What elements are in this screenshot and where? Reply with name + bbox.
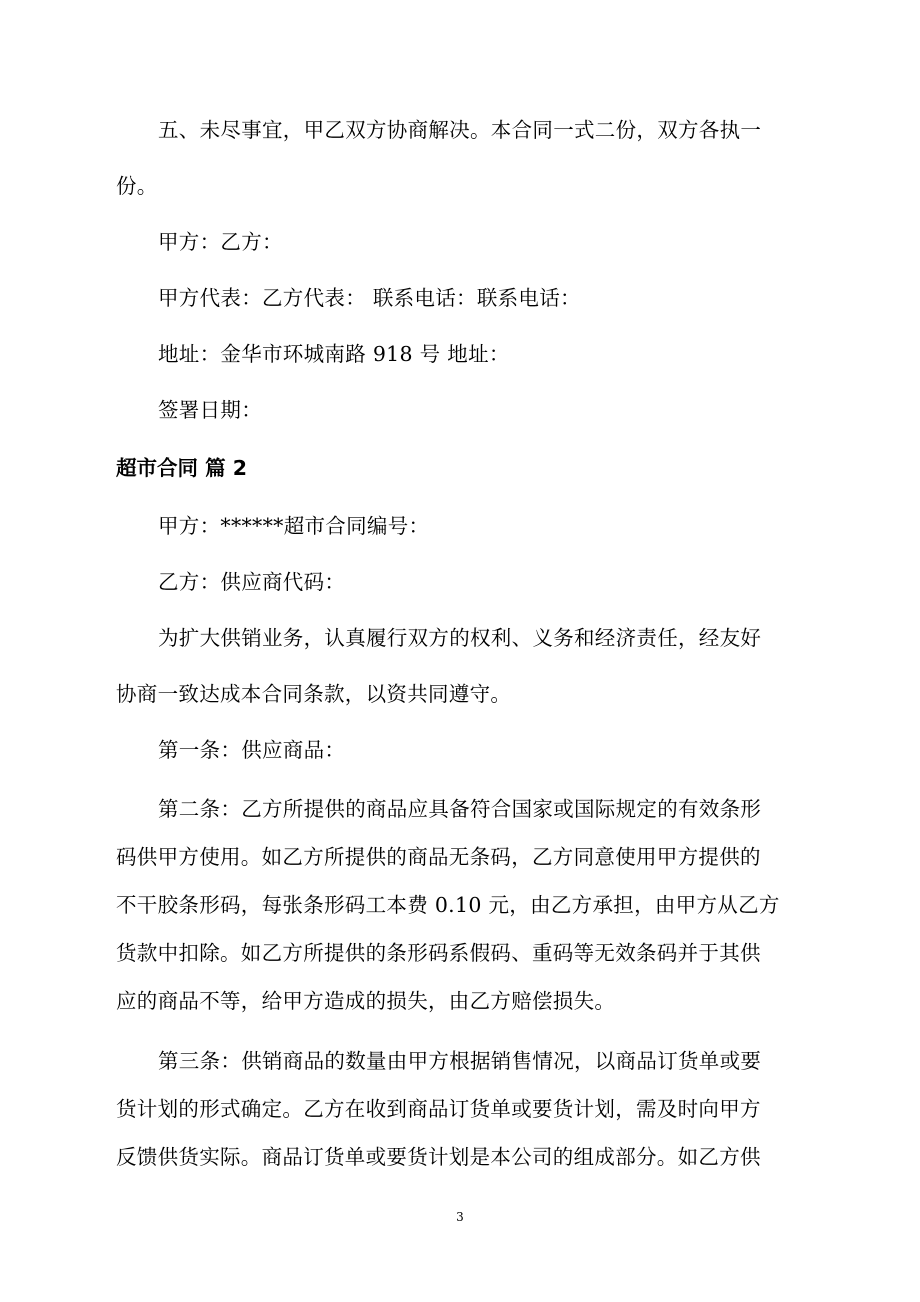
article2-line-4: 货款中扣除。如乙方所提供的条形码系假码、重码等无效条码并于其供: [116, 941, 761, 965]
article2-line-5: 应的商品不等，给甲方造成的损失，由乙方赔偿损失。: [116, 989, 616, 1013]
article2-line-2: 码供甲方使用。如乙方所提供的商品无条码，乙方同意使用甲方提供的: [116, 845, 761, 869]
section-title: 超市合同 篇 2: [116, 456, 248, 480]
article3-line-3: 反馈供货实际。商品订货单或要货计划是本公司的组成部分。如乙方供: [116, 1145, 761, 1169]
article2-line-1: 第二条：乙方所提供的商品应具备符合国家或国际规定的有效条形: [158, 797, 762, 821]
signature-date: 签署日期：: [158, 398, 262, 422]
signature-representatives: 甲方代表：乙方代表： 联系电话：联系电话：: [158, 286, 581, 310]
article3-line-1: 第三条：供销商品的数量由甲方根据销售情况，以商品订货单或要: [158, 1049, 762, 1073]
article3-line-2: 货计划的形式确定。乙方在收到商品订货单或要货计划，需及时向甲方: [116, 1097, 761, 1121]
clause5-line-1: 五、未尽事宜，甲乙双方协商解决。本合同一式二份，双方各执一: [158, 118, 762, 142]
signature-parties: 甲方：乙方：: [158, 230, 283, 254]
signature-address: 地址：金华市环城南路 918 号 地址：: [158, 342, 510, 366]
article2-line-3: 不干胶条形码，每张条形码工本费 0.10 元，由乙方承担，由甲方从乙方: [116, 893, 780, 917]
preamble-line-1: 为扩大供销业务，认真履行双方的权利、义务和经济责任，经友好: [158, 626, 762, 650]
article1-line: 第一条：供应商品：: [158, 738, 346, 762]
clause5-line-2: 份。: [116, 174, 158, 198]
party-b-line: 乙方：供应商代码：: [158, 570, 346, 594]
preamble-line-2: 协商一致达成本合同条款，以资共同遵守。: [116, 682, 512, 706]
party-a-line: 甲方：******超市合同编号：: [158, 514, 430, 538]
page-number: 3: [456, 1210, 464, 1224]
